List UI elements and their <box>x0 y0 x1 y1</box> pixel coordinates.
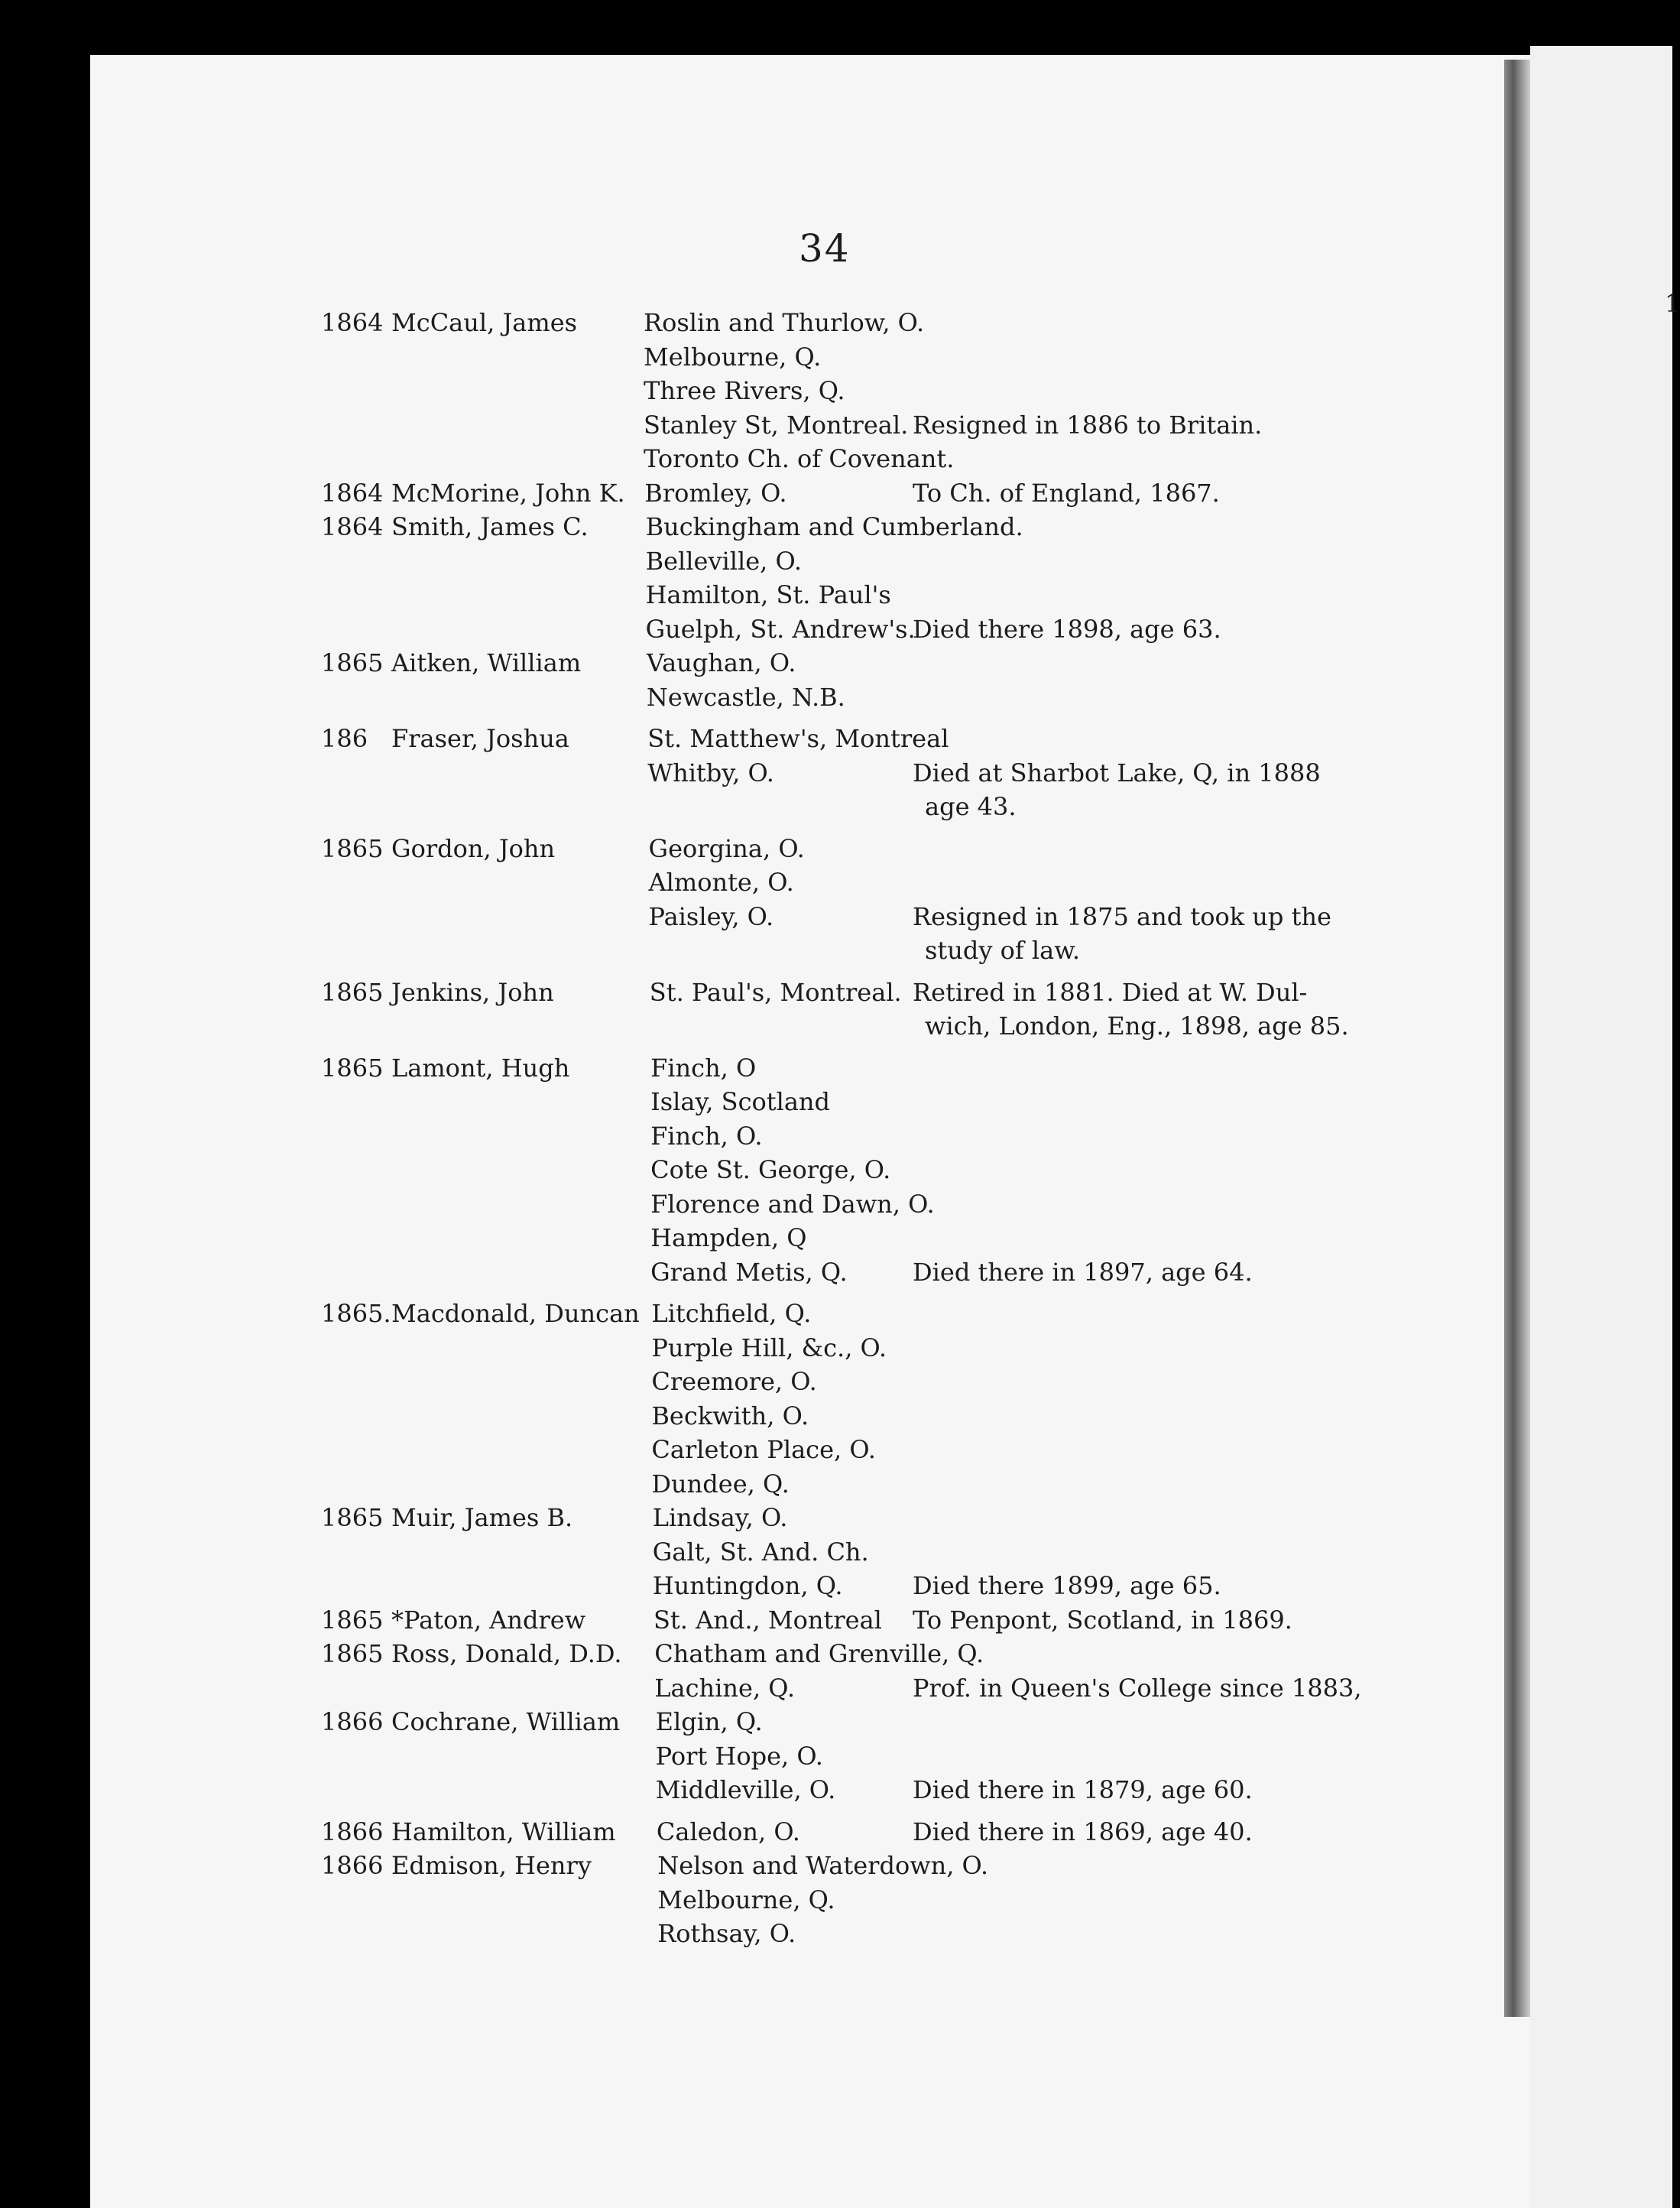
entry-place: Lindsay, O. <box>652 1503 788 1532</box>
margin-mark: 1 <box>1665 289 1680 318</box>
entry-place: Purple Hill, &c., O. <box>651 1333 887 1362</box>
entry-place: Almonte, O. <box>648 868 794 897</box>
entry-place: Cote St. George, O. <box>650 1155 891 1184</box>
entry-place: Grand Metis, Q. <box>650 1257 848 1287</box>
entry-place: Toronto Ch. of Covenant. <box>644 444 955 473</box>
entry-place: Litchfield, Q. <box>651 1299 812 1328</box>
entry-place: Elgin, Q. <box>655 1707 763 1736</box>
entry-place: Melbourne, Q. <box>644 342 822 372</box>
entry-name: McMorine, John K. <box>391 478 625 508</box>
entry-year: 1865. <box>321 1299 391 1328</box>
entry-note-continued: wich, London, Eng., 1898, age 85. <box>925 1011 1349 1041</box>
entry-place: Lachine, Q. <box>654 1673 796 1703</box>
entry-year: 1865 <box>321 648 384 677</box>
entry-place: Roslin and Thurlow, O. <box>644 308 925 337</box>
entry-place: Guelph, St. Andrew's. <box>645 614 916 644</box>
entry-place: Florence and Dawn, O. <box>650 1189 935 1219</box>
entry-year: 1865 <box>321 833 384 863</box>
entry-place: Hamilton, St. Paul's <box>645 580 891 609</box>
entry-note: Prof. in Queen's College since 1883, <box>913 1673 1362 1703</box>
entry-place: Finch, O <box>650 1053 757 1083</box>
book-spine <box>1504 60 1530 2017</box>
entry-name: Macdonald, Duncan <box>391 1299 640 1328</box>
entry-place: St. And., Montreal <box>654 1605 882 1635</box>
entry-year: 186 <box>321 724 368 753</box>
entry-place: Islay, Scotland <box>650 1087 831 1116</box>
entry-place: St. Matthew's, Montreal <box>647 724 949 753</box>
entry-place: Stanley St, Montreal. <box>644 410 909 440</box>
entry-place: Port Hope, O. <box>655 1741 823 1771</box>
entry-name: Ross, Donald, D.D. <box>391 1639 622 1668</box>
entry-place: Nelson and Waterdown, O. <box>657 1851 989 1880</box>
entry-year: 1865 <box>321 1605 384 1635</box>
entry-place: Caledon, O. <box>656 1817 800 1846</box>
entry-note: Died there 1898, age 63. <box>913 614 1221 644</box>
entry-place: Paisley, O. <box>648 901 774 931</box>
entry-name: Smith, James C. <box>391 512 589 541</box>
entry-note: Retired in 1881. Died at W. Dul- <box>913 977 1308 1007</box>
entry-year: 1865 <box>321 1639 384 1668</box>
entry-place: Three Rivers, Q. <box>644 376 845 405</box>
entry-note-continued: study of law. <box>925 936 1080 965</box>
entry-place: Belleville, O. <box>645 546 803 576</box>
entry-year: 1865 <box>321 1053 384 1083</box>
entry-year: 1865 <box>321 1503 384 1532</box>
entry-place: Huntingdon, Q. <box>652 1571 843 1600</box>
entry-name: Hamilton, William <box>391 1817 616 1846</box>
entry-place: Chatham and Grenville, Q. <box>654 1639 984 1668</box>
entry-year: 1864 <box>321 478 384 508</box>
entry-place: Creemore, O. <box>651 1367 817 1396</box>
entry-note: Died there in 1879, age 60. <box>913 1775 1253 1804</box>
entry-name: Edmison, Henry <box>391 1851 592 1880</box>
entry-note: Died at Sharbot Lake, Q, in 1888 <box>913 758 1321 787</box>
entry-name: McCaul, James <box>391 308 578 337</box>
entry-place: Finch, O. <box>650 1121 763 1151</box>
entry-year: 1864 <box>321 512 384 541</box>
entry-name: Cochrane, William <box>391 1707 621 1736</box>
entry-year: 1864 <box>321 308 384 337</box>
entry-place: Hampden, Q <box>650 1223 807 1252</box>
entry-name: Fraser, Joshua <box>391 724 569 753</box>
entry-name: Lamont, Hugh <box>391 1053 570 1083</box>
entry-year: 1866 <box>321 1851 384 1880</box>
entry-note: Died there 1899, age 65. <box>913 1571 1221 1600</box>
entry-place: Melbourne, Q. <box>657 1885 835 1914</box>
entry-note: To Ch. of England, 1867. <box>913 478 1220 508</box>
page-number: 34 <box>799 226 851 271</box>
adjacent-page <box>1530 46 1672 2208</box>
entry-place: Bromley, O. <box>644 478 787 508</box>
entry-name: Jenkins, John <box>391 977 554 1007</box>
entry-name: Muir, James B. <box>391 1503 573 1532</box>
entry-place: St. Paul's, Montreal. <box>649 977 902 1007</box>
entry-place: Buckingham and Cumberland. <box>645 512 1023 541</box>
entry-place: Rothsay, O. <box>657 1919 796 1948</box>
entry-place: Middleville, O. <box>655 1775 836 1804</box>
entry-year: 1866 <box>321 1817 384 1846</box>
entry-place: Beckwith, O. <box>651 1401 809 1430</box>
entry-place: Georgina, O. <box>648 833 805 863</box>
entry-place: Newcastle, N.B. <box>646 682 845 712</box>
entry-name: Aitken, William <box>391 648 582 677</box>
entry-place: Galt, St. And. Ch. <box>652 1537 869 1567</box>
entry-year: 1866 <box>321 1707 384 1736</box>
entry-name: Gordon, John <box>391 833 556 863</box>
entry-place: Whitby, O. <box>647 758 774 787</box>
entry-place: Dundee, Q. <box>651 1469 790 1499</box>
entry-note: Died there in 1869, age 40. <box>913 1817 1253 1846</box>
entry-note: Resigned in 1875 and took up the <box>913 901 1331 931</box>
entry-note-continued: age 43. <box>925 792 1017 821</box>
entry-place: Vaughan, O. <box>646 648 796 677</box>
entry-note: Died there in 1897, age 64. <box>913 1257 1253 1287</box>
entry-note: To Penpont, Scotland, in 1869. <box>913 1605 1292 1635</box>
entry-name: *Paton, Andrew <box>391 1605 586 1635</box>
entry-year: 1865 <box>321 977 384 1007</box>
entry-place: Carleton Place, O. <box>651 1435 876 1464</box>
entry-note: Resigned in 1886 to Britain. <box>913 410 1263 440</box>
